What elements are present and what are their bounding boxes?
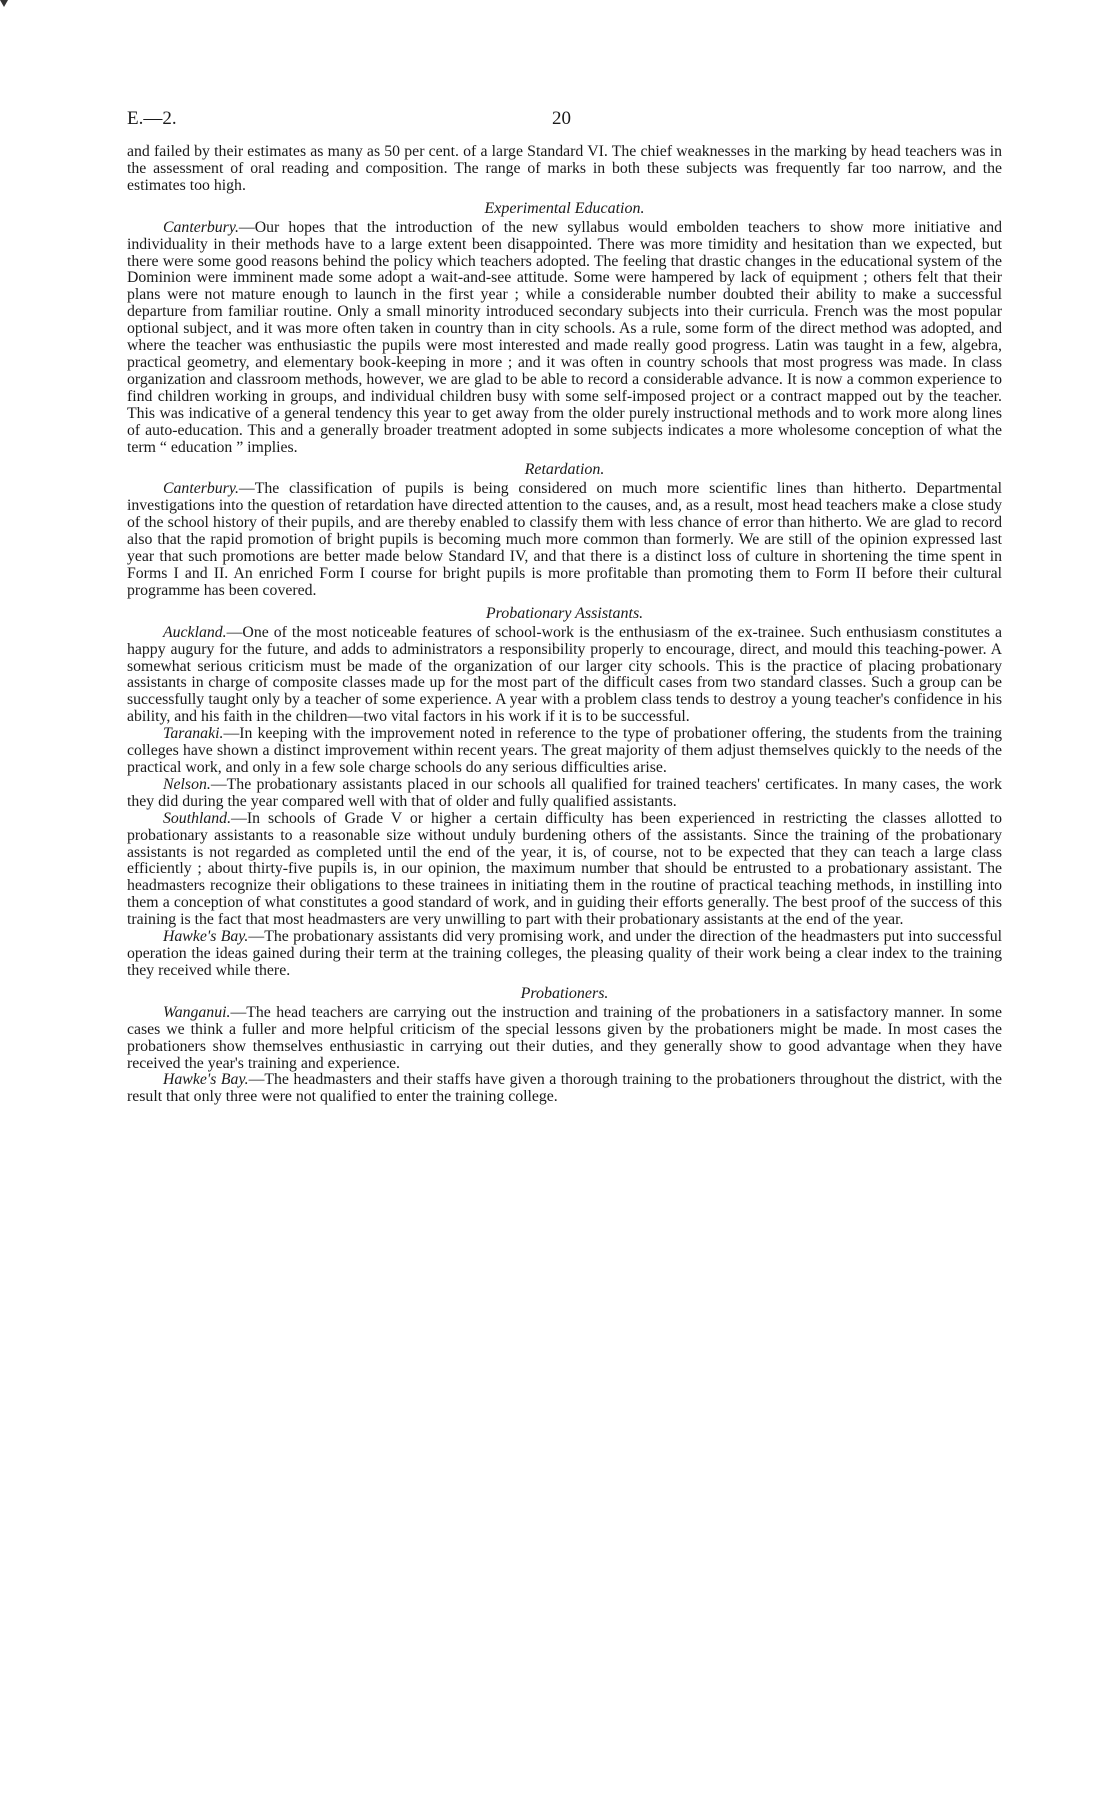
report-paragraph [127,1072,1002,1106]
section-heading: Experimental Education. [484,199,645,217]
section-heading: Probationers. [520,984,609,1002]
report-paragraph [127,929,1002,980]
report-paragraph [127,220,1002,457]
section-heading: Probationary Assistants. [485,604,644,622]
report-paragraph [127,811,1002,929]
section-heading: Retardation. [524,461,605,479]
district-name: Canterbury. [163,218,239,236]
paragraph-text: —Our hopes that the introduction of the new syllabus would embolden teachers to show more initiative and individuality in their methods have to a large extent been disappointed. There was more timidity and hesitation than we expected, but there were some good reasons behind the policy which teachers adopted. The feeling that drastic changes in the educational system of the Dominion were imminent made some adopt a wait-and-see attitude. Some were hampered by lack of equipment ; others felt that their plans were not mature enough to launch in the first year ; while a considerable number doubted their ability to make a successful departure from familiar routine. Only a small minority introduced secondary subjects into their curricula. French was the most popular optional subject, and it was more often taken in country than in city schools. As a rule, some form of the direct method was adopted, and where the teacher was enthusiastic the pupils were most interested and made really good progress. Latin was taught in a few, algebra, practical geometry, and elementary book-keeping in more ; and it was often in country schools that most progress was made. In class organization and classroom methods, however, we are glad to be able to record a considerable advance. It is now a common experience to find children working in groups, and individual children busy with some self-imposed project or a contract mapped out by the teacher. This was indicative of a general tendency this year to get away from the older purely instructional methods and to work more along lines of auto-education. This and a generally broader treatment adopted in some subjects indicates a more wholesome conception of what the term “ education ” implies. [127,218,1002,456]
paragraph-text: —The head teachers are carrying out the instruction and training of the probationers in a satisfactory manner. In some cases we think a fuller and more helpful criticism of the special lessons given by the probationers might be made. In most cases the probationers show themselves enthusiastic in carrying out their duties, and they generally show to good advantage when they have received the year's training and experience. [127,1003,1002,1072]
district-name: Hawke's Bay. [163,1071,249,1089]
paragraph-text: —In schools of Grade V or higher a certain difficulty has been experienced in restricting the classes allotted to probationary assistants to a reasonable size without unduly burdening others of the assistants. Since the training of the probationary assistants is not regarded as completed until the end of the year, it is, of course, not to be expected that they can teach a large class efficiently ; about thirty-five pupils is, in our opinion, the maximum number that should be entrusted to a probationary assistant. The headmasters recognize their obligations to these trainees in initiating them in the routine of practical teaching methods, in instilling into them a conception of what constitutes a good standard of work, and in guiding their efforts generally. The best proof of the success of this training is the fact that most headmasters are very unwilling to part with their probationary assistants at the end of the year. [127,809,1002,929]
report-paragraph [127,726,1002,777]
section-experimental-education [127,199,1002,457]
district-name: Wanganui. [163,1003,231,1021]
paragraph-text: —The classification of pupils is being considered on much more scientific lines than hitherto. Departmental investigations into the question of retardation have directed attention to the causes, and, as a result, most head teachers make a close study of the school history of their pupils, and are thereby enabled to classify them with less chance of error than hitherto. We are glad to record also that the rapid promotion of bright pupils is becoming much more common than formerly. We are still of the opinion expressed last year that such promotions are better made below Standard IV, and that there is a distinct loss of culture in shortening the time spent in Forms I and II. An enriched Form I course for bright pupils is more profitable than promoting them to Form II before their cultural programme has been covered. [127,480,1002,599]
paragraph-text: —The probationary assistants placed in our schools all qualified for trained teachers' certificates. In many cases, the work they did during the year compared well with that of older and fully qualified assistants. [127,775,1002,810]
paragraph-text: —One of the most noticeable features of school-work is the enthusiasm of the ex-trainee. Such enthusiasm constitutes a happy augury for the future, and adds to administrators a responsibility properly to encourage, direct, and mould this teaching-power. A somewhat serious criticism must be made of the organization of our larger city schools. This is the practice of placing probationary assistants in charge of composite classes made up for the most part of the difficult cases from two standard classes. Such a group can be successfully taught only by a teacher of some experience. A year with a problem class tends to destroy a young teacher's confidence in his ability, and his faith in the children—two vital factors in his work if it is to be successful. [127,623,1002,726]
district-name: Canterbury. [163,480,239,498]
report-paragraph [127,481,1002,599]
district-name: Taranaki. [163,725,224,743]
report-paragraph [127,777,1002,811]
document-page [127,108,1002,1106]
district-name: Auckland. [163,623,227,641]
scan-edge-mark [0,0,8,7]
continued-paragraph: and failed by their estimates as many as 50 per cent. of a large Standard VI. The chief weaknesses in the marking by head teachers was in the assessment of oral reading and composition. The range of marks in both these subjects was frequently far too narrow, and the estimates too high. [127,143,1002,194]
document-reference: E.—2. [127,108,177,129]
paragraph-text: —In keeping with the improvement noted in reference to the type of probationer offering, the students from the training colleges have shown a distinct improvement within recent years. The great majority of them adjust themselves quickly to the needs of the practical work, and only in a few sole charge schools do any serious difficulties arise. [127,725,1002,776]
district-name: Southland. [163,809,232,827]
paragraph-text: —The headmasters and their staffs have given a thorough training to the probationers throughout the district, with the result that only three were not qualified to enter the training college. [127,1071,1003,1106]
report-paragraph [127,625,1002,726]
page-number: 20 [552,108,571,129]
section-probationary-assistants [127,604,1002,980]
section-probationers [127,984,1002,1106]
paragraph-text: —The probationary assistants did very promising work, and under the direction of the headmasters put into successful operation the ideas gained during their term at the training colleges, the pleasing quality of their work being a clear index to the training they received while there. [127,928,1002,979]
page-header [127,108,1002,138]
district-name: Hawke's Bay. [163,928,249,946]
report-paragraph [127,1005,1002,1073]
document-body [127,144,1002,1106]
district-name: Nelson. [163,775,211,793]
section-retardation [127,460,1002,599]
